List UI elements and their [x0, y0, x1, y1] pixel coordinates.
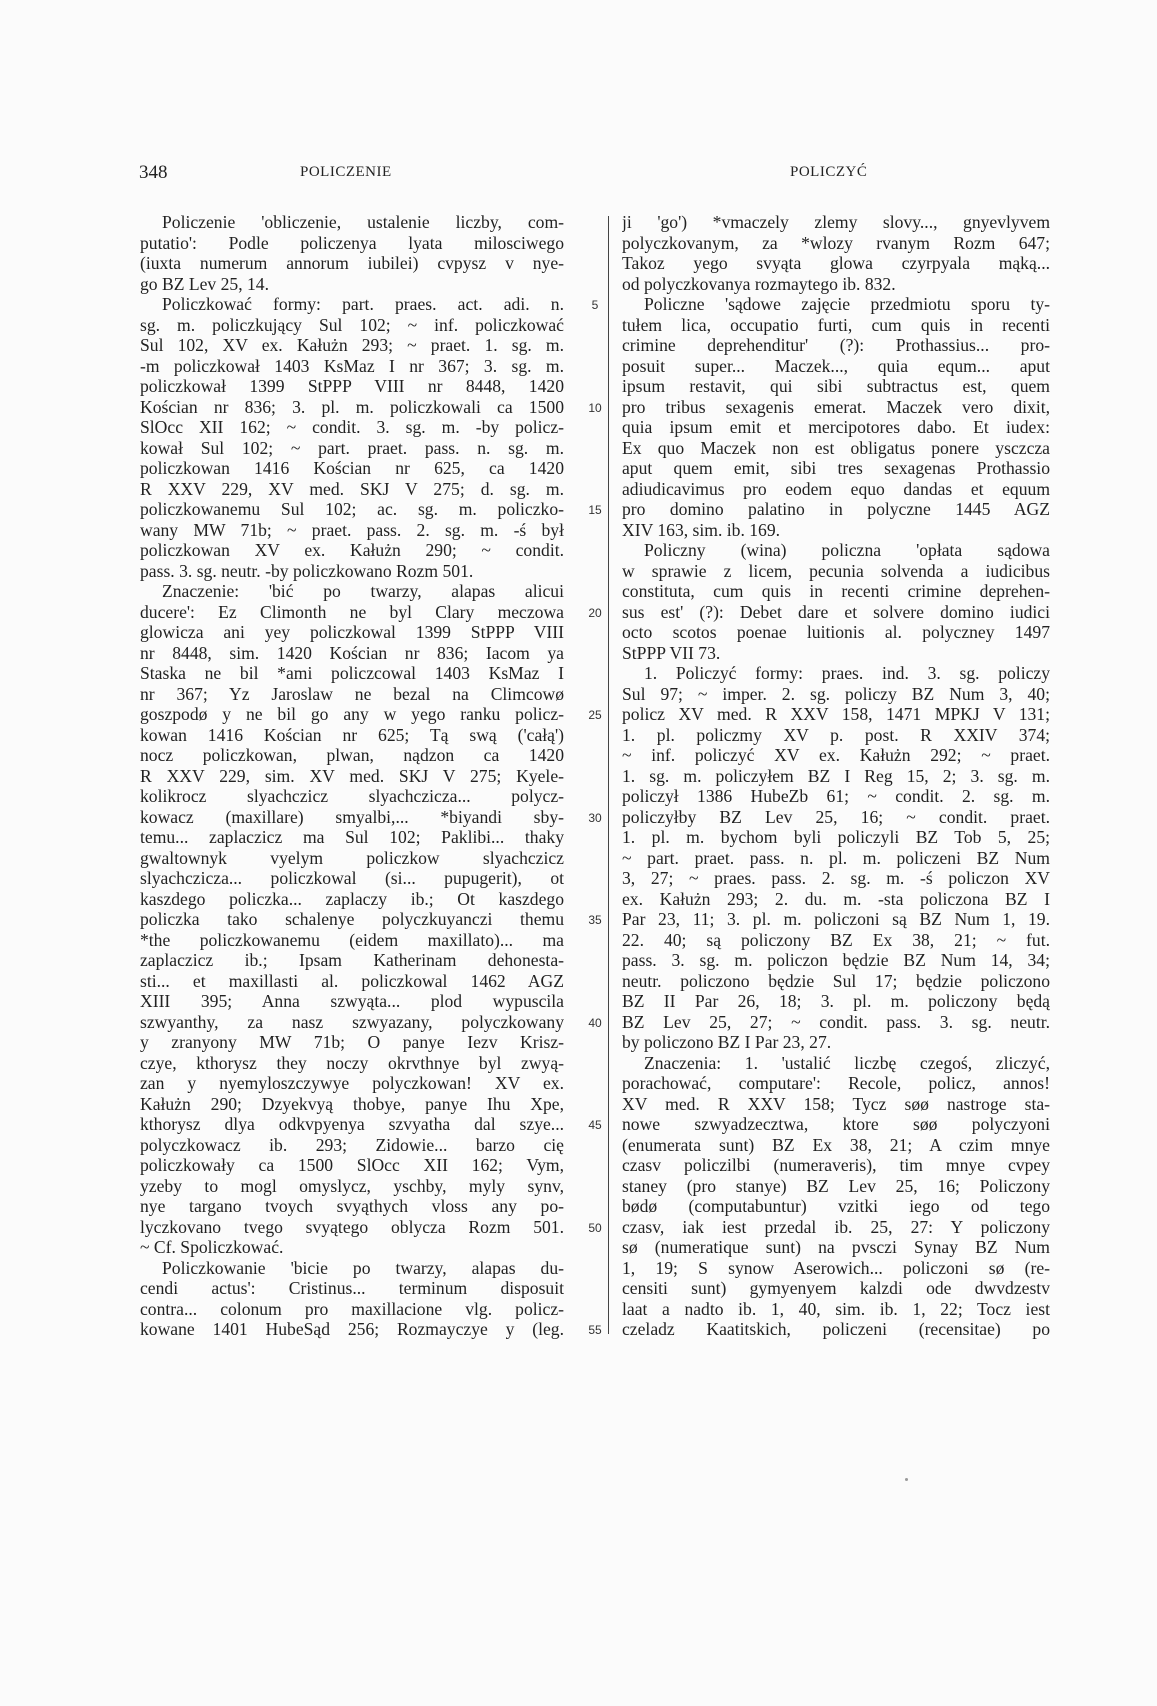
- text-line: kthorysz dlya odkvpyenya szvyatha dal szye...: [140, 1114, 564, 1134]
- text-line: nr 367; Yz Jaroslaw ne bezal na Climcowø: [140, 683, 564, 704]
- text-line: szwyanthy, za nasz szwyazany, polyczkowany: [140, 1011, 564, 1032]
- speck: [905, 1478, 908, 1481]
- text-line: lyczkovano tvego svyątego oblycza Rozm 501.: [140, 1216, 564, 1237]
- text-line: polyczkowacz ib. 293; Zidowie... barzo cię: [140, 1134, 564, 1155]
- line-number: 5: [591, 298, 599, 312]
- line-number: 35: [588, 913, 602, 927]
- text-line: *the policzkowanemu (eidem maxillato)... ma: [140, 929, 564, 950]
- text-line: -m policzkował 1403 KsMaz I nr 367; 3. sg. m.: [140, 355, 564, 376]
- text-line: policzyłby BZ Lev 25, 16; ~ condit. praet.: [622, 806, 1050, 827]
- text-line: pass. 3. sg. m. policzon będzie BZ Num 14, 34;: [622, 950, 1050, 970]
- text-line: posuit super... Maczek..., quia equm... aput: [622, 355, 1050, 376]
- text-line: kował Sul 102; ~ part. praet. pass. n. sg. m.: [140, 437, 564, 458]
- text-line: 1. Policzyć formy: praes. ind. 3. sg. policzy: [644, 663, 1050, 683]
- text-line: Takoz yego svyąta glowa czyrpyala mąką...: [622, 253, 1050, 273]
- text-line: policzył 1386 HubeZb 61; ~ condit. 2. sg. m.: [622, 786, 1050, 806]
- text-line: Policzenie 'obliczenie, ustalenie liczby, com-: [162, 212, 564, 232]
- text-line: quia ipsum emit et mercipotores dabo. Et iudex:: [622, 417, 1050, 437]
- text-line: policzkowan 1416 Kościan nr 625, ca 1420: [140, 458, 564, 478]
- line-number: 40: [588, 1015, 602, 1030]
- text-line: tułem lica, occupatio furti, cum quis in recenti: [622, 314, 1050, 335]
- text-line: zan y nyemyloszczywye polyczkowan! XV ex.: [140, 1073, 564, 1093]
- text-line: y zranyony MW 71b; O panye Iezv Krisz-: [140, 1032, 564, 1052]
- text-line: R XXV 229, XV med. SKJ V 275; d. sg. m.: [140, 478, 564, 499]
- text-line: porachować, computare': Recole, policz, annos!: [622, 1073, 1050, 1093]
- text-line: ducere': Ez Climonth ne byl Clary meczowa: [140, 601, 564, 622]
- text-line: Policzkowanie 'bicie po twarzy, alapas du-: [162, 1257, 564, 1278]
- text-line: polyczkovanym, za *wlozy rvanym Rozm 647;: [622, 232, 1050, 253]
- text-line: zaplaczicz ib.; Ipsam Katherinam dehonesta-: [140, 950, 564, 970]
- line-number: 15: [588, 503, 602, 517]
- text-line: SlOcc XII 162; ~ condit. 3. sg. m. -by policz-: [140, 417, 564, 437]
- text-line: go BZ Lev 25, 14.: [140, 273, 270, 294]
- text-line: czasv policzilbi (numeraveris), tim mnye cvpey: [622, 1155, 1050, 1175]
- text-line: wany MW 71b; ~ praet. pass. 2. sg. m. -ś był: [140, 519, 564, 540]
- text-line: slyachczicza... policzkowal (si... pupugerit), ot: [140, 868, 564, 888]
- text-line: sus est' (?): Debet dare et solvere domino iudici: [622, 601, 1050, 622]
- text-line: policz XV med. R XXV 158, 1471 MPKJ V 131;: [622, 704, 1050, 724]
- line-number: 45: [588, 1118, 602, 1132]
- text-line: Znaczenia: 1. 'ustalić liczbę czegoś, zliczyć,: [644, 1052, 1050, 1073]
- text-line: staney (pro stanye) BZ Lev 25, 16; Policzony: [622, 1175, 1050, 1196]
- text-line: nowe szwyadzecztwa, ktore søø polyczyoni: [622, 1114, 1050, 1134]
- text-line: sg. m. policzkujący Sul 102; ~ inf. policzkować: [140, 314, 564, 335]
- line-number: 55: [588, 1323, 602, 1337]
- page-header: [0, 162, 1157, 184]
- text-line: sø (numeratique sunt) na pvsczi Synay BZ Num: [622, 1237, 1050, 1257]
- text-line: Policzny (wina) policzna 'opłata sądowa: [644, 540, 1050, 560]
- text-line: od polyczkovanya rozmaytego ib. 832.: [622, 273, 896, 294]
- text-line: XIII 395; Anna szwyąta... plod wypuscila: [140, 991, 564, 1011]
- text-line: nocz policzkowan, plwan, nądzon ca 1420: [140, 745, 564, 765]
- text-line: BZ Lev 25, 27; ~ condit. pass. 3. sg. neutr.: [622, 1011, 1050, 1032]
- text-line: 1. pl. policzmy XV p. post. R XXIV 374;: [622, 724, 1050, 745]
- text-line: 3, 27; ~ praes. pass. 2. sg. m. -ś policzon XV: [622, 868, 1050, 888]
- text-line: kowan 1416 Kościan nr 625; Tą swą ('całą'): [140, 724, 564, 745]
- text-line: nye targano tvoych svyąthych vloss any po-: [140, 1196, 564, 1216]
- text-line: octo scotos poenae luitionis al. polyczney 1497: [622, 622, 1050, 642]
- text-line: Sul 102, XV ex. Kałużn 293; ~ praet. 1. sg. m.: [140, 335, 564, 355]
- text-line: laat a nadto ib. 1, 40, sim. ib. 1, 22; Tocz iest: [622, 1298, 1050, 1319]
- text-line: czasv, iak iest przedal ib. 25, 27: Y policzony: [622, 1216, 1050, 1237]
- text-line: czye, kthorysz they noczy okrvthnye byl zwyą-: [140, 1052, 564, 1073]
- text-line: ex. Kałużn 293; 2. du. m. -sta policzona BZ I: [622, 888, 1050, 909]
- text-line: 22. 40; są policzony BZ Ex 38, 21; ~ fut.: [622, 929, 1050, 950]
- text-line: pro domino palatino in polyczne 1445 AGZ: [622, 499, 1050, 519]
- text-line: Ex quo Maczek non est obligatus ponere ysczcza: [622, 437, 1050, 458]
- text-line: kaszdego policzka... zaplaczy ib.; Ot kaszdego: [140, 888, 564, 909]
- text-line: XV med. R XXV 158; Tycz søø nastroge sta-: [622, 1093, 1050, 1114]
- text-line: 1. sg. m. policzyłem BZ I Reg 15, 2; 3. sg. m.: [622, 765, 1050, 786]
- text-line: R XXV 229, sim. XV med. SKJ V 275; Kyele-: [140, 765, 564, 786]
- text-line: goszpodø y ne bil go any w yego ranku policz-: [140, 704, 564, 724]
- right-column: [622, 212, 1050, 1340]
- text-line: crimine deprehenditur' (?): Prothassius... pro-: [622, 335, 1050, 355]
- text-line: gwaltownyk vyelym policzkow slyachczicz: [140, 847, 564, 868]
- text-line: ipsum restavit, qui sibi subtractus est, quem: [622, 376, 1050, 396]
- text-line: policzkowały ca 1500 SlOcc XII 162; Vym,: [140, 1155, 564, 1175]
- text-line: w sprawie z licem, pecunia solvenda a iudicibus: [622, 560, 1050, 581]
- text-line: BZ II Par 26, 18; 3. pl. m. policzony będą: [622, 991, 1050, 1011]
- text-line: kolikrocz slyachczicz slyachczicza... polycz-: [140, 786, 564, 806]
- text-line: czeladz Kaatitskich, policzeni (recensitae) po: [622, 1319, 1050, 1339]
- text-line: nr 8448, sim. 1420 Kościan nr 836; Iacom ya: [140, 642, 564, 663]
- text-line: policzka tako schalenye polyczkuyanczi themu: [140, 909, 564, 929]
- text-line: constituta, cum quis in recenti crimine deprehen-: [622, 581, 1050, 601]
- text-line: Kościan nr 836; 3. pl. m. policzkowali ca 1500: [140, 396, 564, 417]
- text-line: sti... et maxillasti al. policzkowal 1462 AGZ: [140, 970, 564, 991]
- column-divider: [608, 216, 609, 1334]
- text-line: 1. pl. m. bychom byli policzyli BZ Tob 5, 25;: [622, 827, 1050, 847]
- text-line: (enumerata sunt) BZ Ex 38, 21; A czim mnye: [622, 1134, 1050, 1155]
- text-line: temu... zaplaczicz ma Sul 102; Paklibi... thaky: [140, 827, 564, 847]
- text-line: bødø (computabuntur) vzitki iego od tego: [622, 1196, 1050, 1216]
- text-line: pro tribus sexagenis emerat. Maczek vero dixit,: [622, 396, 1050, 417]
- text-line: adiudicavimus pro eodem equo dandas et equum: [622, 478, 1050, 499]
- text-line: StPPP VII 73.: [622, 642, 721, 663]
- left-running-head: POLICZENIE: [300, 164, 392, 180]
- text-line: contra... colonum pro maxillacione vlg. policz-: [140, 1298, 564, 1319]
- text-line: glowicza ani yey policzkowal 1399 StPPP VIII: [140, 622, 564, 642]
- text-line: (iuxta numerum annorum iubilei) cvpysz v nye-: [140, 253, 564, 273]
- text-line: yzeby to mogl omyslycz, yschby, myly synv,: [140, 1175, 564, 1196]
- text-line: policzkowanemu Sul 102; ac. sg. m. policzko-: [140, 499, 564, 519]
- text-line: 1, 19; S synow Aserowich... policzoni sø (re-: [622, 1257, 1050, 1278]
- text-line: aput quem emit, sibi tres sexagenas Prothassio: [622, 458, 1050, 478]
- text-line: kowane 1401 HubeSąd 256; Rozmayczye y (leg.: [140, 1319, 564, 1339]
- text-line: pass. 3. sg. neutr. -by policzkowano Rozm 501.: [140, 560, 474, 581]
- line-number: 25: [588, 708, 602, 722]
- line-number: 10: [588, 400, 602, 415]
- text-line: Policzkować formy: part. praes. act. adi. n.: [162, 294, 564, 314]
- text-line: Kałużn 290; Dzyekvyą thobye, panye Ihu Xpe,: [140, 1093, 564, 1114]
- text-line: neutr. policzono będzie Sul 17; będzie policzono: [622, 970, 1050, 991]
- text-line: Par 23, 11; 3. pl. m. policzoni są BZ Num 1, 19.: [622, 909, 1050, 929]
- text-line: putatio': Podle policzenya lyata milosciwego: [140, 232, 564, 253]
- text-line: ~ inf. policzyć XV ex. Kałużn 292; ~ praet.: [622, 745, 1050, 765]
- text-line: Sul 97; ~ imper. 2. sg. policzy BZ Num 3, 40;: [622, 683, 1050, 704]
- text-line: policzkował 1399 StPPP VIII nr 8448, 1420: [140, 376, 564, 396]
- text-line: by policzono BZ I Par 23, 27.: [622, 1032, 832, 1052]
- text-line: cendi actus': Cristinus... terminum disposuit: [140, 1278, 564, 1298]
- line-number: 30: [588, 810, 602, 825]
- text-line: ji 'go') *vmaczely zlemy slovy..., gnyevlyvem: [622, 212, 1050, 232]
- text-line: ~ Cf. Spoliczkować.: [140, 1237, 284, 1257]
- text-line: Znaczenie: 'bić po twarzy, alapas alicui: [162, 581, 564, 601]
- line-number: 50: [588, 1220, 602, 1235]
- line-number: 20: [588, 605, 602, 620]
- text-line: ~ part. praet. pass. n. pl. m. policzeni BZ Num: [622, 847, 1050, 868]
- text-line: policzkowan XV ex. Kałużn 290; ~ condit.: [140, 540, 564, 560]
- left-column: [140, 212, 564, 1340]
- text-line: Staska ne bil *ami policzcowal 1403 KsMaz I: [140, 663, 564, 683]
- text-line: censiti sunt) gymyenyem kalzdi ode dwvdzestv: [622, 1278, 1050, 1298]
- text-line: XIV 163, sim. ib. 169.: [622, 519, 781, 540]
- text-line: kowacz (maxillare) smyalbi,... *biyandi sby-: [140, 806, 564, 827]
- page-number: 348: [139, 162, 168, 183]
- text-line: Policzne 'sądowe zajęcie przedmiotu sporu ty-: [644, 294, 1050, 314]
- right-running-head: POLICZYĆ: [790, 164, 868, 180]
